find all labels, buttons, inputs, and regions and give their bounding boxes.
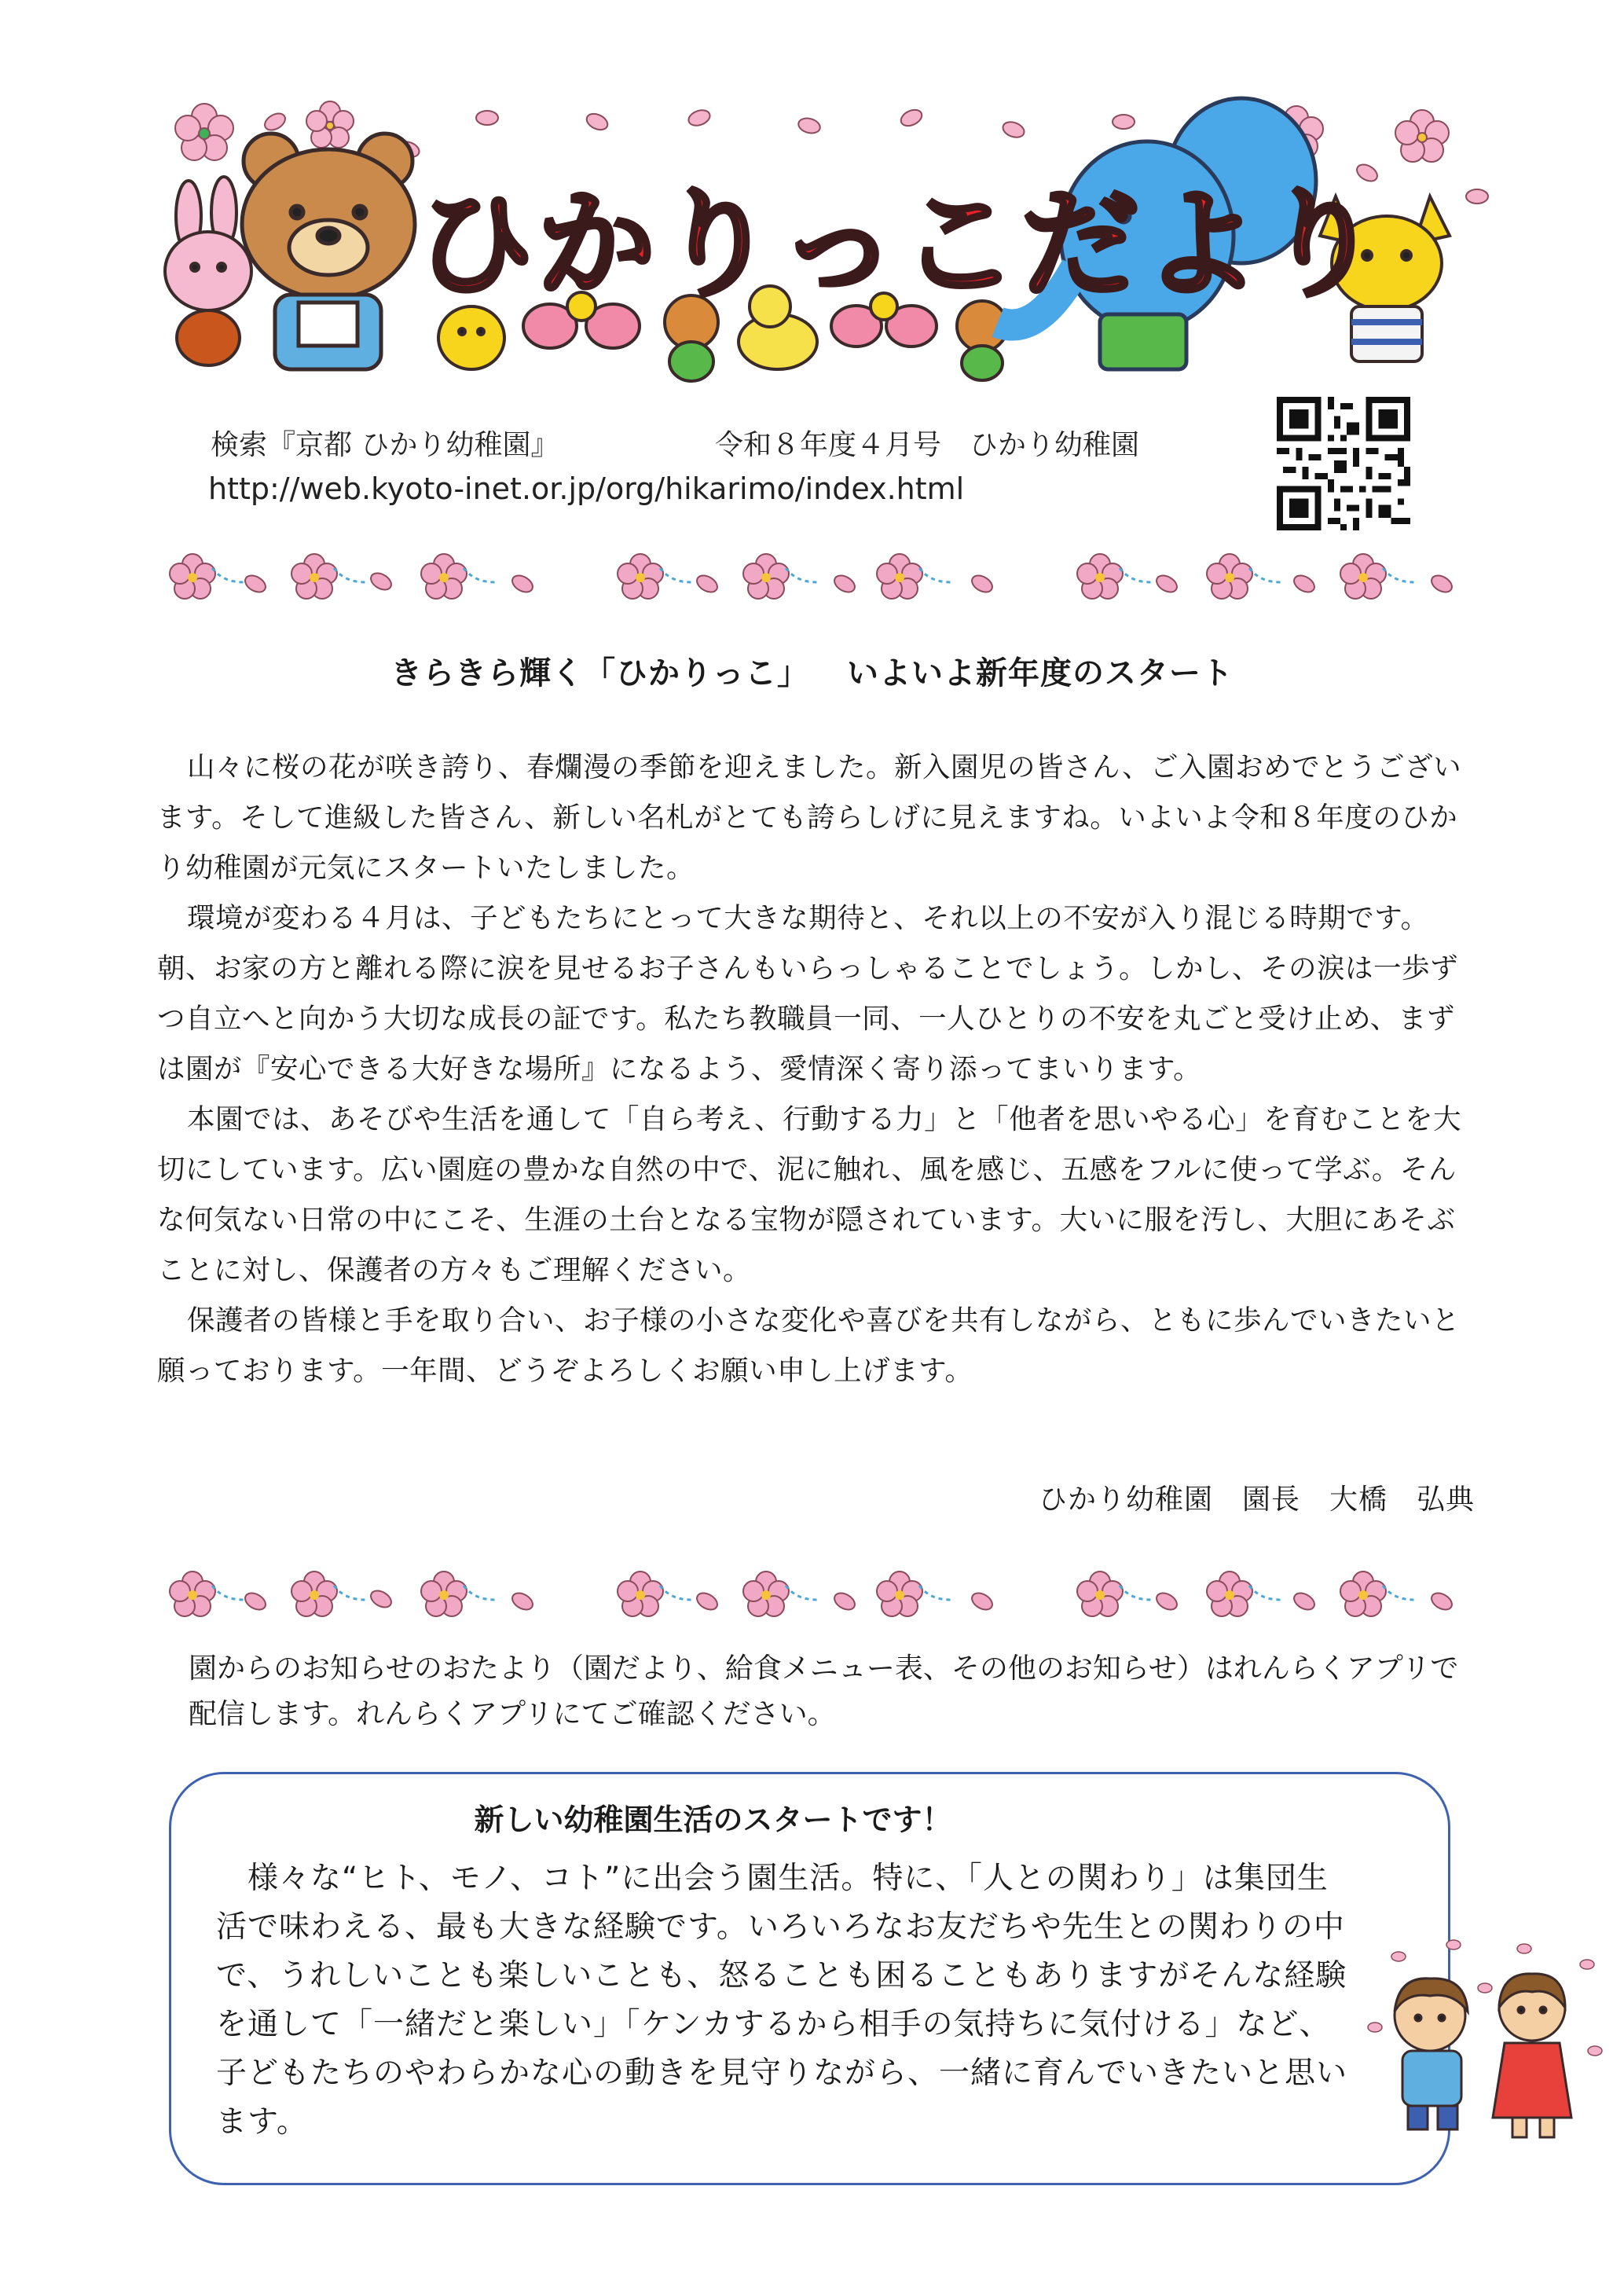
- sakura-divider-top: [165, 546, 1461, 609]
- issue-label: 令和８年度４月号 ひかり幼稚園: [715, 429, 1140, 461]
- headline-part1: きらきら輝く「ひかりっこ」: [390, 655, 809, 691]
- newsletter-title: ひかりっこだより: [416, 177, 1385, 314]
- paragraph: 環境が変わる４月は、子どもたちにとって大きな期待と、それ以上の不安が入り混じる時期です。朝、お家の方と離れる際に涙を見せるお子さんもいらっしゃることでしょう。しかし、その涙は一歩ずつ自立へと向かう大切な成長の証です。私たち教職員一同、一人ひとりの不安を丸ごと受け止め、まずは園が『安心できる大好きな場所』になるよう、愛情深く寄り添ってまいります。: [157, 902, 1459, 1085]
- paragraph: 保護者の皆様と手を取り合い、お子様の小さな変化や喜びを共有しながら、ともに歩んでいきたいと願っております。一年間、どうぞよろしくお願い申し上げます。: [157, 1304, 1461, 1387]
- girl-icon: [1493, 1974, 1571, 2137]
- sakura-icon: [175, 104, 233, 160]
- header-banner: [157, 86, 1493, 393]
- box-paragraph: 様々な“ヒト、モノ、コト”に出会う園生活。特に、「人との関わり」は集団生活で味わえる、最も大きな経験です。いろいろなお友だちや先生との関わりの中で、うれしいことも楽しいことも、怒ることも困ることもありますがそんな経験を通して「一緒だと楽しい」「ケンカするから相手の気持ちに気付ける」など、子どもたちのやわらかな心の動きを見守りながら、一緒に育んでいきたいと思います。: [216, 1861, 1348, 2140]
- sakura-divider-bottom: [165, 1564, 1461, 1627]
- rabbit-icon: [165, 177, 251, 365]
- qr-code: [1277, 397, 1410, 530]
- sakura-icon: [170, 554, 215, 599]
- boy-icon: [1395, 1979, 1468, 2129]
- children-illustration: [1351, 1933, 1611, 2145]
- box-title: 新しい幼稚園生活のスタートです！: [474, 1803, 952, 1837]
- signature: ひかり幼稚園 園長 大橋 弘典: [1038, 1484, 1475, 1516]
- paragraph: 山々に桜の花が咲き誇り、春爛漫の季節を迎えました。新入園児の皆さん、ご入園おめでとうございます。そして進級した皆さん、新しい名札がとても誇らしげに見えますね。いよいよ令和８年度のひかり幼稚園が元気にスタートいたしました。: [157, 751, 1462, 884]
- sakura-icon: [1395, 110, 1449, 162]
- bear-icon: [242, 134, 415, 369]
- box-body: [216, 1854, 1347, 2147]
- app-notice: 園からのお知らせのおたより（園だより、給食メニュー表、その他のお知らせ）はれんらくアプリで配信します。れんらくアプリにてご確認ください。: [189, 1652, 1459, 1730]
- headline-part2: いよいよ新年度のスタート: [847, 655, 1234, 691]
- paragraph: 本園では、あそびや生活を通して「自ら考え、行動する力」と「他者を思いやる心」を育むことを大切にしています。広い園庭の豊かな自然の中で、泥に触れ、風を感じ、五感をフルに使って学ぶ。そんな何気ない日常の中にこそ、生涯の土台となる宝物が隠されています。大いに服を汚し、大胆にあそぶことに対し、保護者の方々もご理解ください。: [157, 1103, 1462, 1286]
- search-label: 検索『京都 ひかり幼稚園』: [211, 429, 559, 461]
- sakura-icon: [306, 101, 354, 148]
- headline: [0, 648, 1624, 693]
- website-link[interactable]: http://web.kyoto-inet.or.jp/org/hikarimo/index.html: [208, 471, 965, 506]
- principal-message: [157, 743, 1477, 1396]
